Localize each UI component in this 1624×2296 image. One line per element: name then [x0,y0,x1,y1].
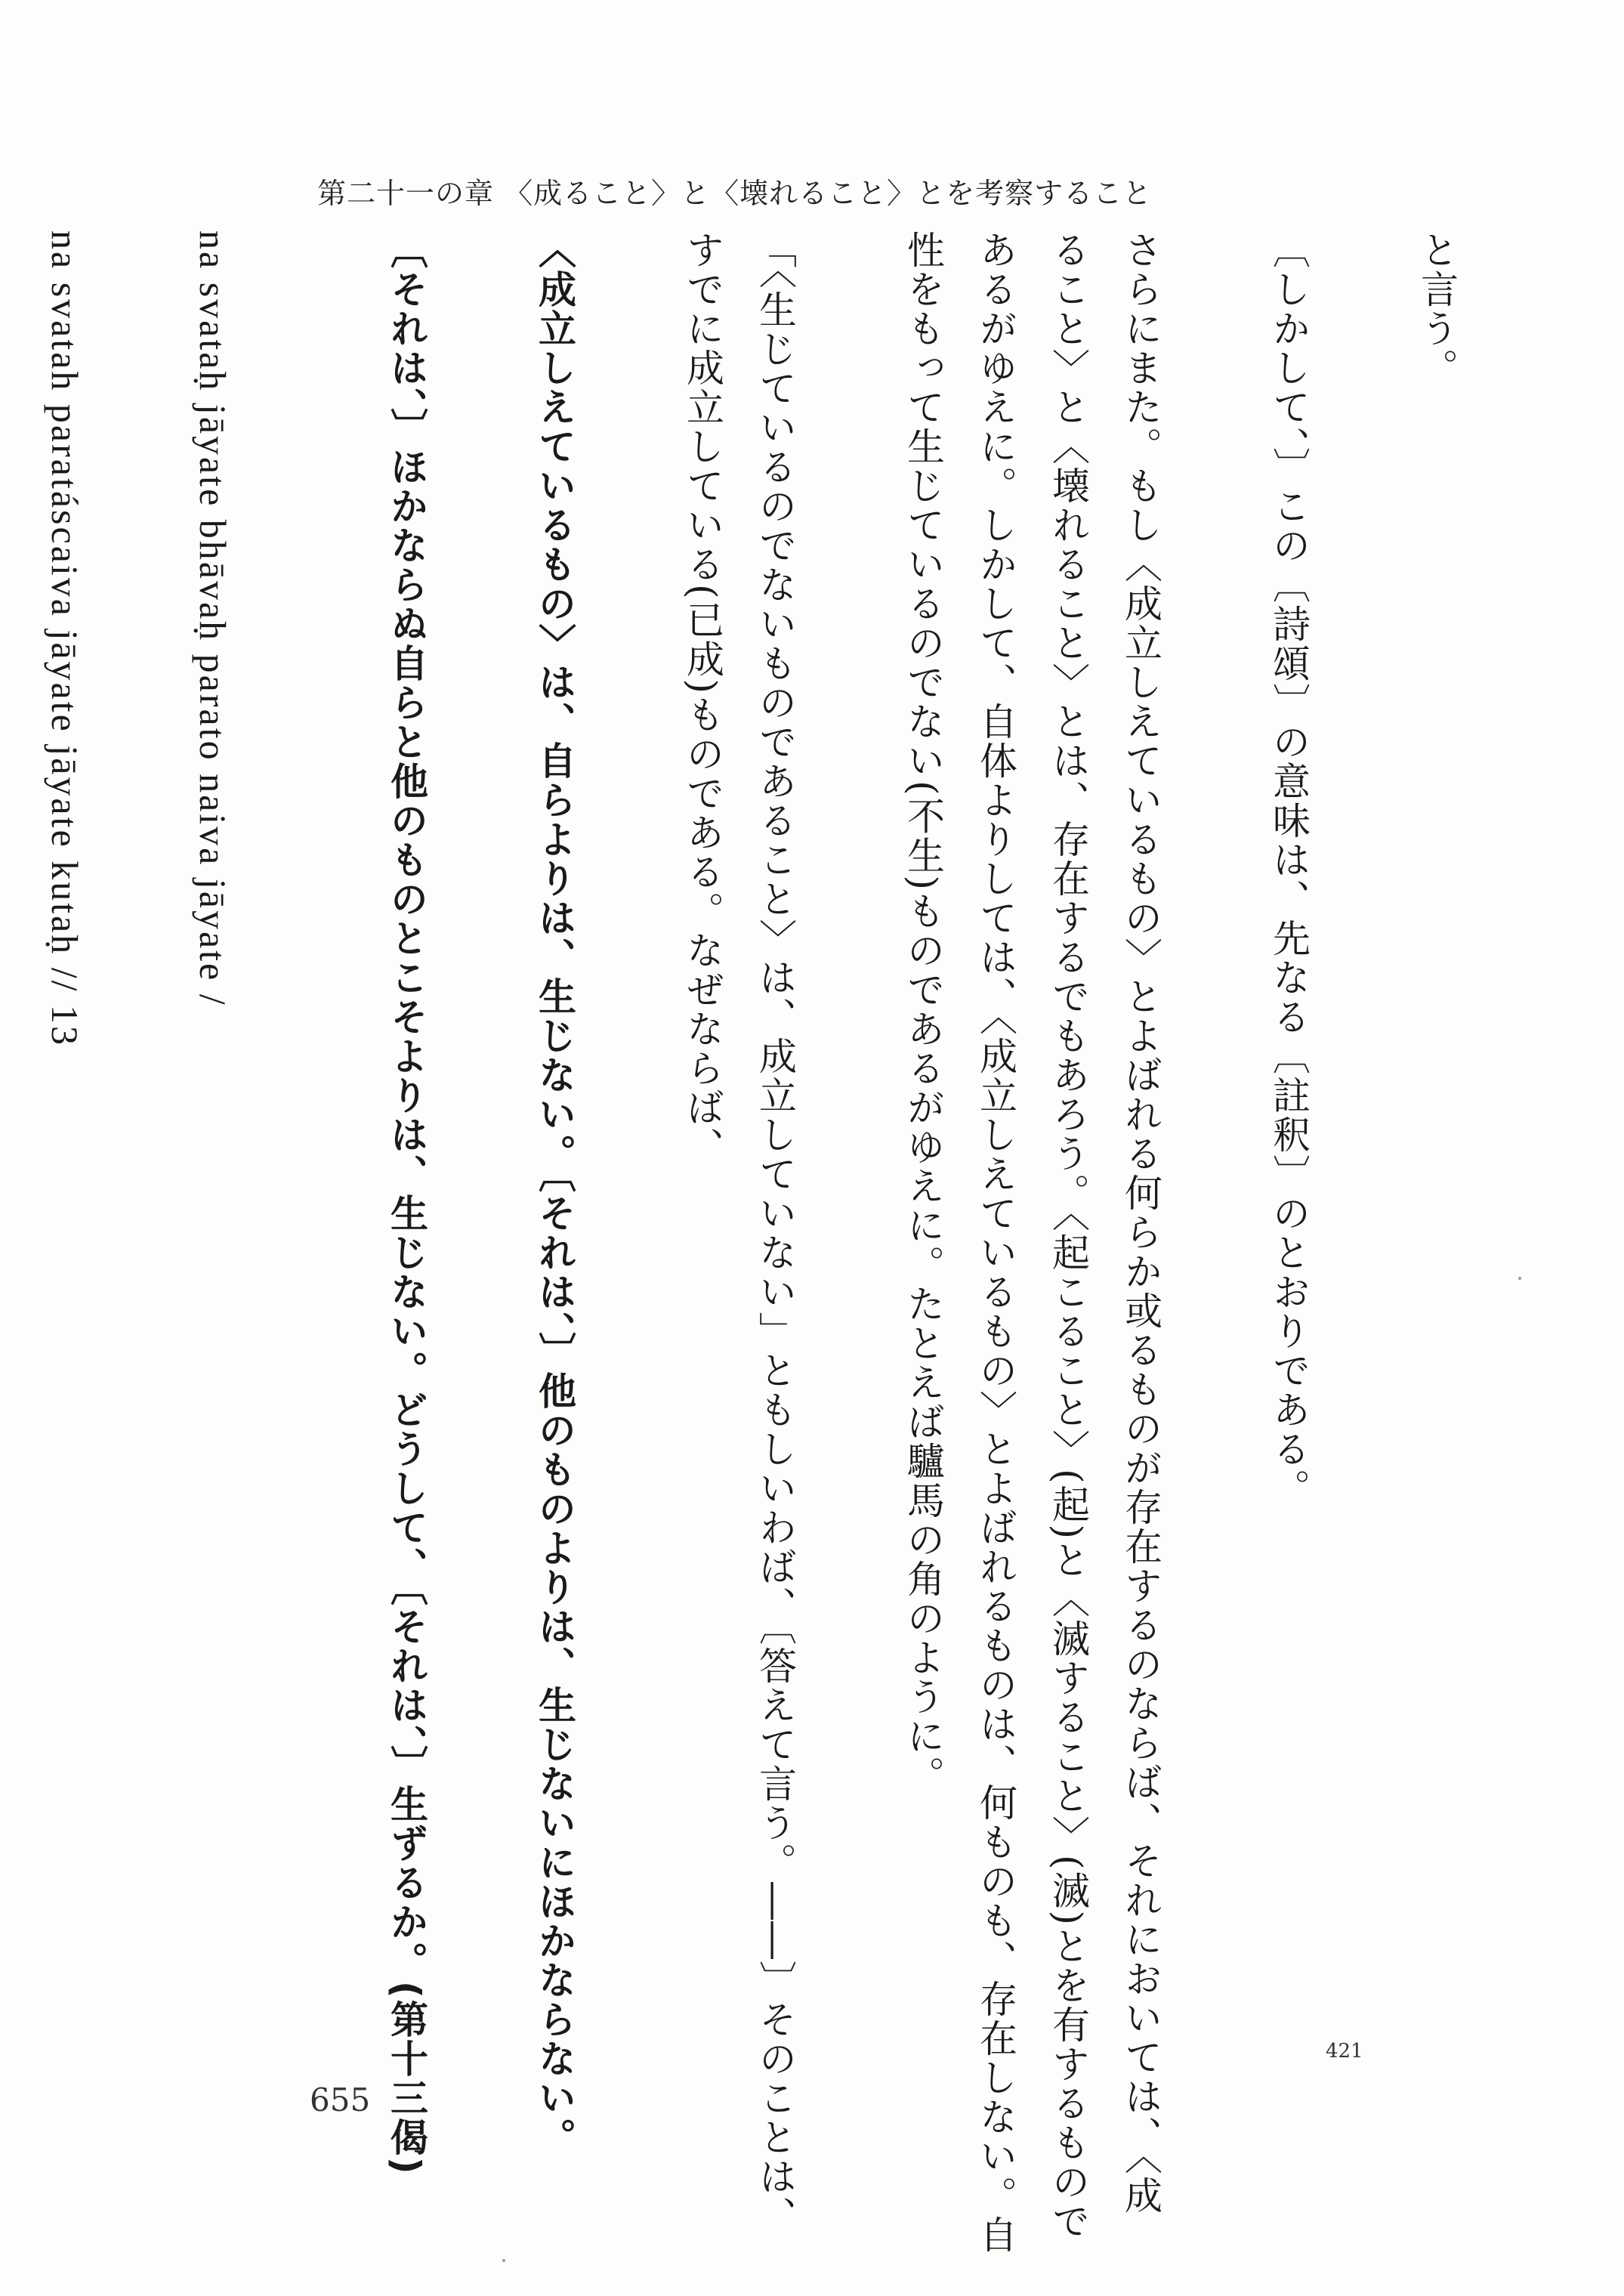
text-line: すでに成立している(已成)ものである。なぜならば、 [681,230,724,1167]
page-number: 655 [310,2081,371,2118]
verse-line: 〈成立しえているもの〉は、自らよりは、生じない。〔それは、〕他のものよりは、生じないにほかならない。 [533,230,576,2157]
text-line: 「〈生じているのでないものであること〉は、成立していない」ともしいわば、〔答えて言う。――〕そのことは、 [753,230,797,2236]
text-line: ること〉と〈壊れること〉とは、存在するでもあろう。〈起こること〉(起)と〈滅すること〉(滅)とを有するもので [1046,230,1090,2242]
margin-page-number: 421 [1326,2040,1363,2063]
speck [502,2259,505,2262]
text-line: 性をもって生じているのでない(不生)ものであるがゆえに。たとえば驢馬の角のように。 [901,230,945,1796]
text-line [0,230,29,2036]
text-line: 〔しかして、〕この〔詩頌〕の意味は、先なる〔註釈〕のとおりである。 [1267,230,1311,1508]
speck [1518,1277,1521,1280]
sanskrit-line: na svataḥ jāyate bhāvaḥ parato naiva jāyate / [192,230,234,1007]
text-line: と言う。 [1415,230,1459,388]
sanskrit-line: na svatah paratáscaiva jāyate jāyate kutaḥ // 13 [44,230,86,1048]
text-line: さらにまた。もし〈成立しえているもの〉とよばれる何らか或るものが存在するのならば、それにおいては、〈成 [1119,230,1162,2215]
running-head: 第二十一の章 〈成ること〉と〈壊れること〉とを考察すること [317,177,1153,210]
text-line: あるがゆえに。しかして、自体よりしては、〈成立しえているもの〉とよばれるものは、何ものも、存在しない。自 [974,230,1017,2254]
verse-line: 〔それは、〕ほかならぬ自らと他のものとこそよりは、生じない。どうして、〔それは、〕生ずるか。(第十三偈) [384,230,428,2176]
